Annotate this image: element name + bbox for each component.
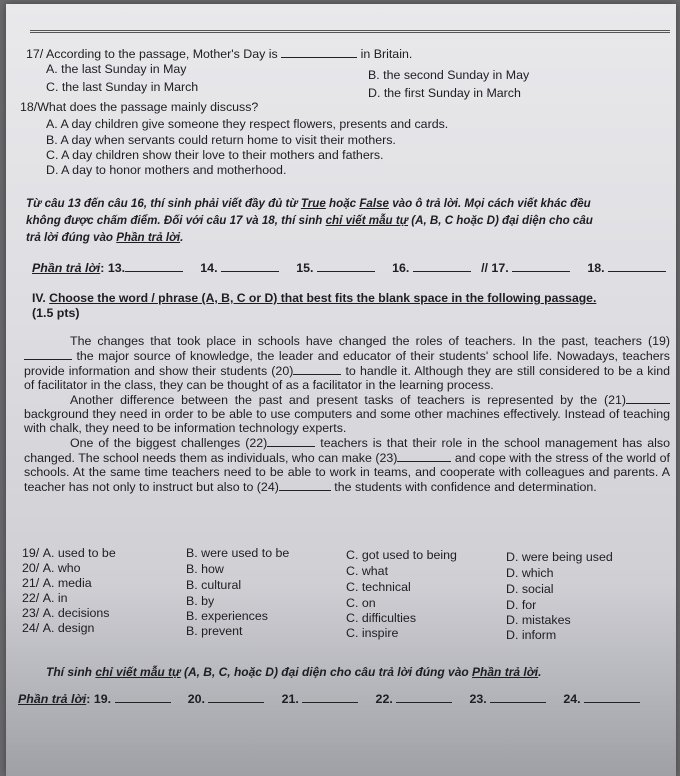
instruction-line-3: trả lời đúng vào Phần trả lời. xyxy=(26,231,184,244)
choice-22-c: C. on xyxy=(346,596,376,610)
passage-paragraph-2: Another difference between the past and present tasks of teachers is represented by the (21) background they need in order to be able to use computers and some other machines effectively. Instead of teaching with chalk, they need to be information technology experts. xyxy=(24,393,670,435)
instruction-line-1: Từ câu 13 đến câu 16, thí sinh phải viết đầy đủ từ True hoặc False vào ô trả lời. Mọi cách viết khác đều xyxy=(26,197,591,210)
choice-23-b: B. experiences xyxy=(186,609,268,623)
answer-blank-14[interactable] xyxy=(221,260,279,272)
choice-row-21: 21/ A. media xyxy=(22,576,92,590)
q18-option-b: B. A day when servants could return home to visit their mothers. xyxy=(46,133,396,147)
blank-20[interactable] xyxy=(293,363,341,375)
instruction-line-2: không được chấm điểm. Đối với câu 17 và 18, thí sinh chỉ viết mẫu tự (A, B, C hoặc D) đại diện cho câu xyxy=(26,214,593,227)
passage-paragraph-1: The changes that took place in schools have changed the roles of teachers. In the past, teachers (19) the major source of knowledge, the leader and educator of their students' school life. Nowadays, teachers provide information and show their students (20) to handle it. Although they are still considered to be a kind of facilitator in the class, they can be thought of as a facilitator in the learning process. xyxy=(24,334,670,392)
section-4-points: (1.5 pts) xyxy=(32,306,80,320)
choice-20-b: B. how xyxy=(186,562,224,576)
exam-sheet xyxy=(6,4,676,776)
question-17-stem: 17/ According to the passage, Mother's Day is in Britain. xyxy=(26,47,413,61)
section-4-title: IV. Choose the word / phrase (A, B, C or D) that best fits the blank space in the following passage. xyxy=(32,291,597,305)
choice-row-24: 24/ A. design xyxy=(22,621,95,635)
passage-paragraph-3: One of the biggest challenges (22) teachers is that their role in the school management has also changed. The school needs them as individuals, who can make (23) and cope with the stress of the world of schools. At the same time teachers need to be able to work in teams, and cooperate with colleagues and parents. A teacher has not only to instruct but also to (24) the students with confidence and determination. xyxy=(24,436,670,494)
reading-passage xyxy=(24,334,670,494)
choice-23-c: C. difficulties xyxy=(346,611,417,625)
answer-blank-22[interactable] xyxy=(396,691,452,703)
blank-21[interactable] xyxy=(626,392,670,404)
answer-blank[interactable] xyxy=(281,46,357,58)
instruction-2: Thí sinh chỉ viết mẫu tự (A, B, C, hoặc D) đại diện cho câu trả lời đúng vào Phần trả lời. xyxy=(46,665,542,679)
answer-blank-18[interactable] xyxy=(608,260,666,272)
choice-19-c: C. got used to being xyxy=(346,548,457,562)
choice-19-d: D. were being used xyxy=(506,550,613,564)
q17-option-d: D. the first Sunday in March xyxy=(368,86,521,100)
answer-blank-17[interactable] xyxy=(512,260,570,272)
choice-24-b: B. prevent xyxy=(186,624,243,638)
choice-23-d: D. mistakes xyxy=(506,613,571,627)
choice-20-d: D. which xyxy=(506,566,554,580)
choice-24-c: C. inspire xyxy=(346,626,399,640)
answer-blank-24[interactable] xyxy=(584,691,640,703)
q17-option-b: B. the second Sunday in May xyxy=(368,68,530,82)
answer-blank-23[interactable] xyxy=(490,691,546,703)
answer-blank-15[interactable] xyxy=(317,260,375,272)
choice-row-23: 23/ A. decisions xyxy=(22,606,110,620)
choice-19-b: B. were used to be xyxy=(186,546,290,560)
choice-row-20: 20/ A. who xyxy=(22,561,81,575)
answer-blank-20[interactable] xyxy=(208,691,264,703)
choice-22-d: D. for xyxy=(506,598,537,612)
choice-21-c: C. technical xyxy=(346,580,411,594)
answer-blank-19[interactable] xyxy=(115,691,171,703)
choice-row-22: 22/ A. in xyxy=(22,591,68,605)
blank-19[interactable] xyxy=(24,348,72,360)
answer-blank-13[interactable] xyxy=(125,260,183,272)
answer-blank-16[interactable] xyxy=(413,260,471,272)
answer-row-19-24: Phần trả lời: 19. 20. 21. 22. 23. 24. xyxy=(18,691,640,707)
question-18-stem: 18/What does the passage mainly discuss? xyxy=(20,100,259,114)
answer-row-13-18: Phần trả lời: 13. 14. 15. 16. // 17. 18. xyxy=(32,260,666,276)
choice-22-b: B. by xyxy=(186,594,215,608)
q18-option-a: A. A day children give someone they respect flowers, presents and cards. xyxy=(46,117,449,131)
blank-23[interactable] xyxy=(397,450,451,462)
top-divider xyxy=(30,30,670,33)
choice-24-d: D. inform xyxy=(506,628,557,642)
choice-20-c: C. what xyxy=(346,564,389,578)
blank-24[interactable] xyxy=(279,479,331,491)
q18-option-c: C. A day children show their love to their mothers and fathers. xyxy=(46,148,384,162)
q18-option-d: D. A day to honor mothers and motherhood. xyxy=(46,163,287,177)
answer-blank-21[interactable] xyxy=(302,691,358,703)
q17-option-c: C. the last Sunday in March xyxy=(46,80,199,94)
choice-21-d: D. social xyxy=(506,582,554,596)
choice-row-19: 19/ A. used to be xyxy=(22,546,116,560)
blank-22[interactable] xyxy=(267,435,315,447)
choice-21-b: B. cultural xyxy=(186,578,242,592)
q17-option-a: A. the last Sunday in May xyxy=(46,62,187,76)
